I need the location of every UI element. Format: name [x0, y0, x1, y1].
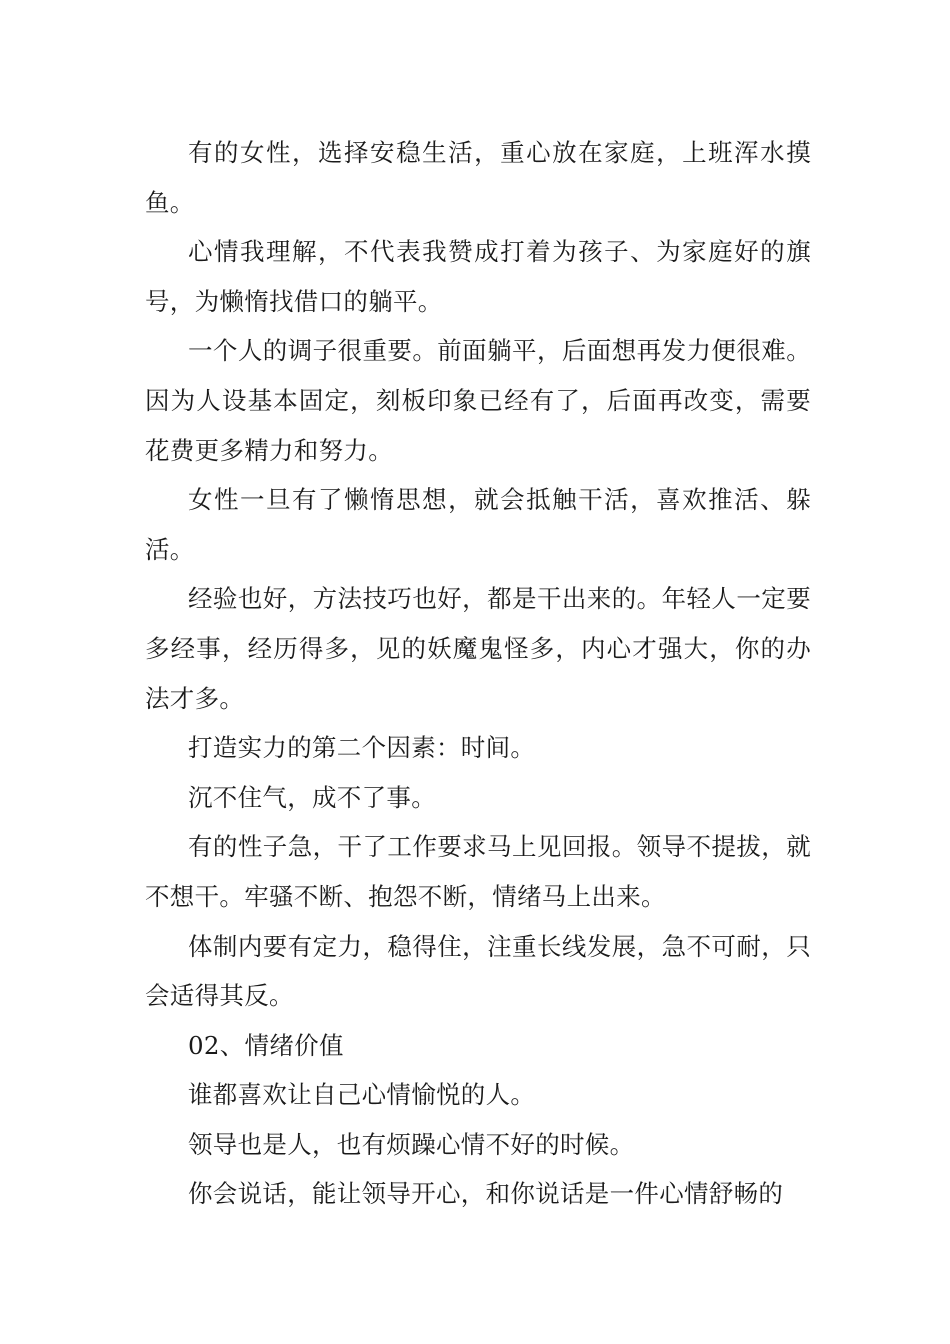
document-body	[145, 128, 811, 1219]
paragraph: 女性一旦有了懒惰思想，就会抵触干活，喜欢推活、躲活。	[145, 485, 811, 564]
paragraph: 经验也好，方法技巧也好，都是干出来的。年轻人一定要多经事，经历得多，见的妖魔鬼怪多，内心才强大，你的办法才多。	[145, 584, 811, 713]
paragraph: 有的女性，选择安稳生活，重心放在家庭，上班浑水摸鱼。	[145, 138, 811, 217]
paragraph: 领导也是人，也有烦躁心情不好的时候。	[188, 1129, 635, 1159]
paragraph: 你会说话，能让领导开心，和你说话是一件心情舒畅的	[188, 1179, 784, 1209]
paragraph: 心情我理解，不代表我赞成打着为孩子、为家庭好的旗号，为懒惰找借口的躺平。	[145, 237, 811, 316]
paragraph: 一个人的调子很重要。前面躺平，后面想再发力便很难。因为人设基本固定，刻板印象已经有了，后面再改变，需要花费更多精力和努力。	[145, 336, 811, 465]
paragraph: 沉不住气，成不了事。	[188, 782, 436, 812]
section-heading: 02、情绪价值	[188, 1030, 344, 1060]
paragraph: 体制内要有定力，稳得住，注重长线发展，急不可耐，只会适得其反。	[145, 931, 811, 1011]
paragraph: 谁都喜欢让自己心情愉悦的人。	[188, 1080, 536, 1110]
paragraph: 有的性子急，干了工作要求马上见回报。领导不提拔，就不想干。牢骚不断、抱怨不断，情绪马上出来。	[145, 832, 811, 911]
paragraph: 打造实力的第二个因素：时间。	[188, 733, 536, 763]
